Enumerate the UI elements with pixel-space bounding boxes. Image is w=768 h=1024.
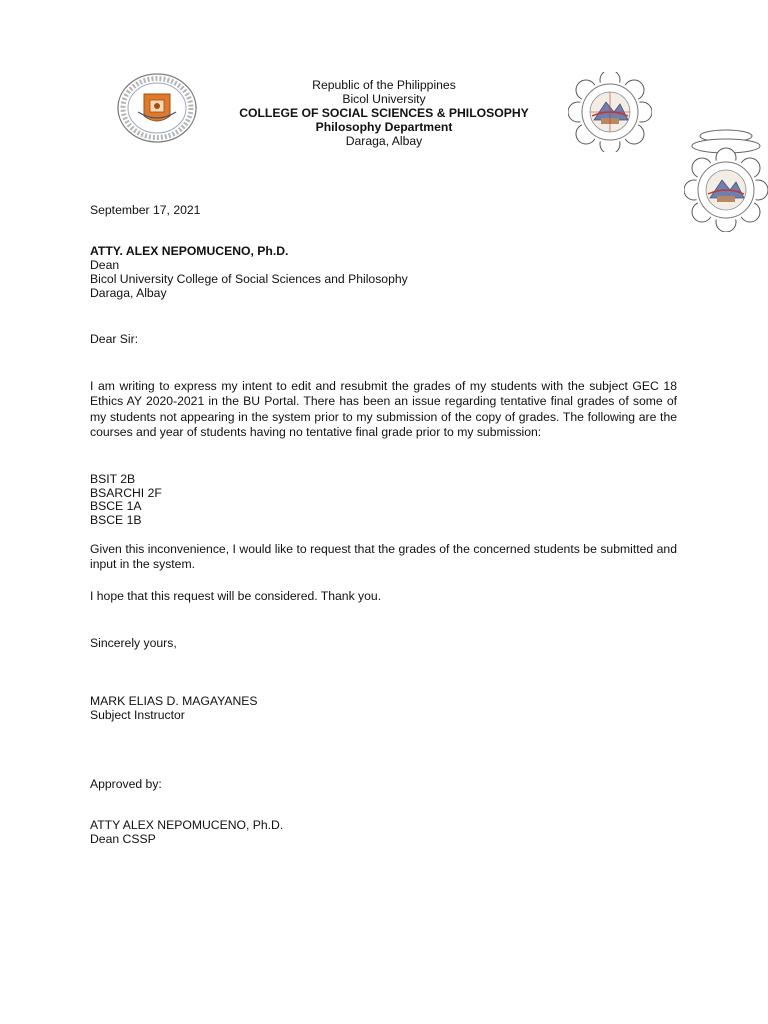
cssp-seal-icon — [568, 72, 652, 152]
salutation: Dear Sir: — [90, 332, 139, 346]
letterhead-department: Philosophy Department — [315, 120, 453, 134]
sender-title: Subject Instructor — [90, 708, 185, 722]
list-item: BSCE 1A — [90, 499, 142, 513]
list-item: BSCE 1B — [90, 512, 142, 527]
list-item: BSIT 2B — [90, 472, 136, 486]
body-paragraph-3: I hope that this request will be considered. Thank you. — [90, 589, 382, 603]
letterhead-college: COLLEGE OF SOCIAL SCIENCES & PHILOSOPHY — [239, 106, 529, 120]
body-paragraph-2: Given this inconvenience, I would like to request that the grades of the concerned students be submitted and input in the system. — [90, 542, 677, 572]
recipient-block — [90, 244, 408, 300]
letterhead — [200, 78, 568, 148]
bicol-university-seal-icon — [116, 72, 198, 144]
approver-title: Dean CSSP — [90, 832, 156, 846]
recipient-org: Bicol University College of Social Sciences and Philosophy — [90, 272, 408, 286]
letterhead-location: Daraga, Albay — [345, 134, 423, 148]
approver-name: ATTY ALEX NEPOMUCENO, Ph.D. — [90, 818, 284, 832]
recipient-address: Daraga, Albay — [90, 286, 167, 300]
course-list — [90, 473, 162, 527]
cssp-seal-icon — [684, 128, 768, 232]
approved-by-label: Approved by: — [90, 777, 162, 791]
sender-block — [90, 694, 258, 722]
letterhead-university: Bicol University — [342, 92, 426, 106]
closing: Sincerely yours, — [90, 636, 177, 650]
letter-date: September 17, 2021 — [90, 203, 201, 217]
approver-block — [90, 818, 283, 846]
recipient-name: ATTY. ALEX NEPOMUCENO, Ph.D. — [90, 244, 289, 258]
recipient-title: Dean — [90, 258, 120, 272]
list-item: BSARCHI 2F — [90, 485, 162, 500]
body-paragraph-1: I am writing to express my intent to edit and resubmit the grades of my students with the subject GEC 18 Ethics AY 2020-2021 in the BU Portal. There has been an issue regarding tentative final grades of some of my students not appearing in the system prior to my submission of the copy of grades. The following are the courses and year of students having no tentative final grade prior to my submission: — [90, 379, 677, 440]
sender-name: MARK ELIAS D. MAGAYANES — [90, 694, 258, 708]
letterhead-country: Republic of the Philippines — [312, 78, 456, 92]
